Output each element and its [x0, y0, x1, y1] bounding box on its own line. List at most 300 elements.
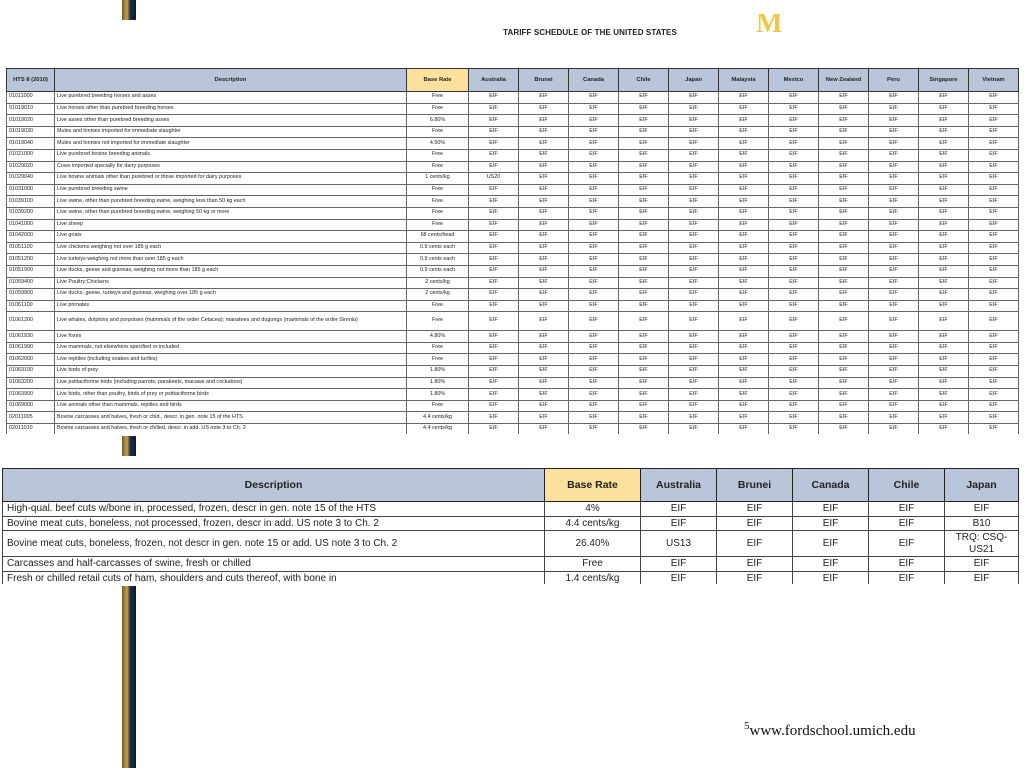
country-rate-cell: EIF [469, 138, 519, 150]
country-rate-cell: EIF [819, 242, 869, 254]
country-rate-cell: EIF [519, 412, 569, 424]
country-rate-cell: EIF [869, 354, 919, 366]
table-row [7, 300, 1019, 312]
country-rate-cell: EIF [869, 219, 919, 231]
country-rate-cell: EIF [469, 400, 519, 412]
country-rate-cell: EIF [569, 242, 619, 254]
country-rate-cell: EIF [969, 149, 1019, 161]
country-rate-cell: EIF [669, 312, 719, 331]
country-rate-cell: EIF [969, 377, 1019, 389]
country-rate-cell: EIF [519, 126, 569, 138]
country-rate-cell: EIF [619, 184, 669, 196]
country-rate-cell: EIF [869, 516, 945, 531]
country-rate-cell: EIF [719, 92, 769, 104]
country-rate-cell: EIF [793, 531, 869, 557]
country-rate-cell: EIF [519, 300, 569, 312]
country-rate-cell: EIF [769, 265, 819, 277]
country-rate-cell: EIF [569, 103, 619, 115]
description-cell: Mules and hinnies not imported for immediate slaughter [55, 138, 407, 150]
base-rate-cell: 6.80% [407, 115, 469, 127]
country-rate-cell: EIF [469, 149, 519, 161]
country-rate-cell: EIF [919, 277, 969, 289]
country-rate-cell: EIF [669, 289, 719, 301]
country-rate-cell: EIF [469, 389, 519, 401]
country-rate-cell: EIF [619, 92, 669, 104]
country-rate-cell: EIF [719, 126, 769, 138]
country-rate-cell: EIF [519, 231, 569, 243]
country-rate-cell: EIF [619, 312, 669, 331]
zoomed-table-excerpt [0, 464, 1024, 584]
country-rate-cell: EIF [619, 424, 669, 434]
country-rate-cell: EIF [819, 342, 869, 354]
column-header: Malaysia [719, 69, 769, 92]
country-rate-cell: EIF [519, 254, 569, 266]
country-rate-cell: EIF [769, 254, 819, 266]
country-rate-cell: EIF [469, 366, 519, 378]
table-row [7, 126, 1019, 138]
footer-url[interactable]: www.fordschool.umich.edu [749, 723, 916, 739]
country-rate-cell: EIF [769, 149, 819, 161]
country-rate-cell: EIF [869, 312, 919, 331]
description-cell: Live birds, other than poultry, birds of prey or psittaciforme birds [55, 389, 407, 401]
country-rate-cell: EIF [619, 289, 669, 301]
country-rate-cell: EIF [969, 196, 1019, 208]
description-cell: Live chickens weighing not over 185 g each [55, 242, 407, 254]
country-rate-cell: EIF [869, 196, 919, 208]
description-cell: Live swine, other than purebred breeding swine, weighing less than 50 kg each [55, 196, 407, 208]
country-rate-cell: EIF [819, 400, 869, 412]
country-rate-cell: EIF [569, 207, 619, 219]
country-rate-cell: EIF [969, 115, 1019, 127]
base-rate-cell: 2 cents/kg [407, 289, 469, 301]
country-rate-cell: EIF [769, 207, 819, 219]
country-rate-cell: EIF [819, 173, 869, 185]
country-rate-cell: EIF [919, 161, 969, 173]
base-rate-cell: Free [407, 126, 469, 138]
country-rate-cell: EIF [819, 277, 869, 289]
country-rate-cell: EIF [793, 557, 869, 572]
column-header: Mexico [769, 69, 819, 92]
country-rate-cell: EIF [869, 502, 945, 517]
country-rate-cell: EIF [669, 103, 719, 115]
country-rate-cell: EIF [641, 516, 717, 531]
country-rate-cell: EIF [769, 424, 819, 434]
base-rate-cell: 4.4 cents/kg [545, 516, 641, 531]
country-rate-cell: EIF [919, 103, 969, 115]
base-rate-cell: Free [407, 219, 469, 231]
country-rate-cell: EIF [919, 126, 969, 138]
base-rate-cell: 1 cents/kg [407, 173, 469, 185]
country-rate-cell: EIF [569, 265, 619, 277]
country-rate-cell: EIF [769, 231, 819, 243]
country-rate-cell: EIF [919, 377, 969, 389]
country-rate-cell: EIF [569, 254, 619, 266]
table-row [7, 342, 1019, 354]
country-rate-cell: EIF [669, 331, 719, 343]
table-row [7, 207, 1019, 219]
country-rate-cell: EIF [869, 173, 919, 185]
country-rate-cell: EIF [469, 254, 519, 266]
country-rate-cell: EIF [719, 389, 769, 401]
country-rate-cell: EIF [819, 312, 869, 331]
table-row [7, 366, 1019, 378]
description-cell: Bovine carcasses and halves, fresh or chld., descr. in gen. note 15 of the HTS [55, 412, 407, 424]
country-rate-cell: EIF [769, 103, 819, 115]
country-rate-cell: EIF [619, 354, 669, 366]
country-rate-cell: EIF [669, 219, 719, 231]
country-rate-cell: EIF [619, 242, 669, 254]
country-rate-cell: EIF [569, 173, 619, 185]
country-rate-cell: EIF [769, 312, 819, 331]
country-rate-cell: EIF [769, 412, 819, 424]
country-rate-cell: EIF [469, 412, 519, 424]
column-header: Base Rate [407, 69, 469, 92]
hts-code-cell: 01039200 [7, 207, 55, 219]
page-title: TARIFF SCHEDULE OF THE UNITED STATES [503, 28, 677, 37]
country-rate-cell: EIF [919, 242, 969, 254]
table-row [7, 254, 1019, 266]
country-rate-cell: EIF [719, 331, 769, 343]
country-rate-cell: EIF [819, 377, 869, 389]
country-rate-cell: EIF [819, 331, 869, 343]
country-rate-cell: EIF [519, 149, 569, 161]
table-row [7, 161, 1019, 173]
country-rate-cell: EIF [793, 571, 869, 584]
country-rate-cell: TRQ: CSQ-US21 [945, 531, 1019, 557]
country-rate-cell: EIF [869, 412, 919, 424]
country-rate-cell: EIF [719, 312, 769, 331]
country-rate-cell: EIF [619, 138, 669, 150]
country-rate-cell: EIF [669, 173, 719, 185]
column-header: Description [55, 69, 407, 92]
country-rate-cell: EIF [719, 115, 769, 127]
base-rate-cell: 0.9 cents each [407, 254, 469, 266]
table-row [7, 138, 1019, 150]
country-rate-cell: EIF [519, 219, 569, 231]
country-rate-cell: EIF [569, 289, 619, 301]
country-rate-cell: EIF [619, 149, 669, 161]
base-rate-cell: Free [407, 342, 469, 354]
country-rate-cell: EIF [719, 254, 769, 266]
university-logo: M [756, 14, 783, 34]
country-rate-cell: EIF [669, 92, 719, 104]
country-rate-cell: EIF [519, 366, 569, 378]
country-rate-cell: EIF [669, 242, 719, 254]
country-rate-cell: EIF [469, 265, 519, 277]
country-rate-cell: EIF [769, 277, 819, 289]
table-row [7, 265, 1019, 277]
description-cell: Live bovine animals other than purebred or those imported for dairy purposes [55, 173, 407, 185]
country-rate-cell: EIF [519, 103, 569, 115]
country-rate-cell: EIF [819, 219, 869, 231]
hts-code-cell: 01041000 [7, 219, 55, 231]
base-rate-cell: 4.4 cents/kg [407, 424, 469, 434]
country-rate-cell: EIF [719, 242, 769, 254]
country-rate-cell: EIF [769, 173, 819, 185]
country-rate-cell: EIF [519, 161, 569, 173]
country-rate-cell: EIF [869, 115, 919, 127]
country-rate-cell: EIF [769, 138, 819, 150]
country-rate-cell: EIF [919, 424, 969, 434]
country-rate-cell: EIF [719, 300, 769, 312]
column-header: Brunei [519, 69, 569, 92]
description-cell: Live turkeys weighing not more than over 185 g each [55, 254, 407, 266]
table-row [3, 571, 1019, 584]
country-rate-cell: EIF [469, 207, 519, 219]
description-cell: Live foxes [55, 331, 407, 343]
country-rate-cell: EIF [519, 242, 569, 254]
table-row [7, 231, 1019, 243]
country-rate-cell: EIF [569, 149, 619, 161]
country-rate-cell: EIF [519, 312, 569, 331]
country-rate-cell: EIF [919, 354, 969, 366]
country-rate-cell: EIF [619, 161, 669, 173]
country-rate-cell: EIF [769, 196, 819, 208]
country-rate-cell: EIF [819, 126, 869, 138]
country-rate-cell: EIF [769, 300, 819, 312]
country-rate-cell: EIF [619, 377, 669, 389]
country-rate-cell: EIF [569, 161, 619, 173]
country-rate-cell: EIF [619, 126, 669, 138]
country-rate-cell: EIF [869, 231, 919, 243]
table-header-row [3, 469, 1019, 502]
country-rate-cell: EIF [669, 184, 719, 196]
country-rate-cell: EIF [945, 571, 1019, 584]
country-rate-cell: EIF [819, 354, 869, 366]
country-rate-cell: EIF [469, 219, 519, 231]
table-row [7, 389, 1019, 401]
hts-code-cell: 01063200 [7, 377, 55, 389]
country-rate-cell: EIF [519, 184, 569, 196]
country-rate-cell: EIF [569, 196, 619, 208]
country-rate-cell: EIF [719, 354, 769, 366]
country-rate-cell: EIF [569, 92, 619, 104]
country-rate-cell: EIF [519, 342, 569, 354]
column-header: Chile [619, 69, 669, 92]
country-rate-cell: EIF [769, 242, 819, 254]
description-cell: Live psittaciforme birds (including parrots, parakeets, macaws and cockatoos) [55, 377, 407, 389]
country-rate-cell: EIF [519, 424, 569, 434]
country-rate-cell: EIF [969, 92, 1019, 104]
country-rate-cell: EIF [869, 138, 919, 150]
column-header: Base Rate [545, 469, 641, 502]
table-row [7, 377, 1019, 389]
country-rate-cell: EIF [819, 424, 869, 434]
hts-code-cell: 01069000 [7, 400, 55, 412]
country-rate-cell: EIF [569, 342, 619, 354]
hts-code-cell: 01063100 [7, 366, 55, 378]
country-rate-cell: EIF [669, 354, 719, 366]
country-rate-cell: EIF [719, 103, 769, 115]
country-rate-cell: EIF [641, 502, 717, 517]
column-header: Peru [869, 69, 919, 92]
country-rate-cell: EIF [819, 92, 869, 104]
country-rate-cell: EIF [819, 366, 869, 378]
country-rate-cell: EIF [769, 354, 819, 366]
table-row [7, 103, 1019, 115]
country-rate-cell: EIF [969, 138, 1019, 150]
base-rate-cell: 26.40% [545, 531, 641, 557]
country-rate-cell: EIF [869, 571, 945, 584]
country-rate-cell: EIF [769, 366, 819, 378]
column-header: Brunei [717, 469, 793, 502]
country-rate-cell: EIF [969, 424, 1019, 434]
table-row [7, 196, 1019, 208]
table-row [3, 531, 1019, 557]
country-rate-cell: EIF [619, 103, 669, 115]
table-row [7, 289, 1019, 301]
description-cell: Cows imported specially for dairy purposes [55, 161, 407, 173]
country-rate-cell: EIF [669, 366, 719, 378]
hts-code-cell: 01021000 [7, 149, 55, 161]
description-cell: Live animals other than mammals, reptiles and birds [55, 400, 407, 412]
country-rate-cell: EIF [469, 377, 519, 389]
base-rate-cell: Free [407, 354, 469, 366]
decorative-bar-bottom [122, 586, 136, 768]
country-rate-cell: EIF [519, 196, 569, 208]
country-rate-cell: EIF [719, 377, 769, 389]
country-rate-cell: EIF [717, 571, 793, 584]
country-rate-cell: EIF [919, 196, 969, 208]
country-rate-cell: EIF [619, 196, 669, 208]
country-rate-cell: EIF [869, 265, 919, 277]
table-row [7, 92, 1019, 104]
country-rate-cell: EIF [719, 231, 769, 243]
country-rate-cell: EIF [793, 502, 869, 517]
country-rate-cell: EIF [919, 412, 969, 424]
country-rate-cell: EIF [669, 115, 719, 127]
hts-code-cell: 01031000 [7, 184, 55, 196]
country-rate-cell: EIF [669, 138, 719, 150]
country-rate-cell: EIF [819, 412, 869, 424]
country-rate-cell: EIF [569, 231, 619, 243]
base-rate-cell: Free [407, 207, 469, 219]
country-rate-cell: EIF [819, 300, 869, 312]
country-rate-cell: EIF [919, 115, 969, 127]
country-rate-cell: EIF [869, 289, 919, 301]
column-header: Japan [945, 469, 1019, 502]
hts-code-cell: 01061100 [7, 300, 55, 312]
country-rate-cell: EIF [469, 161, 519, 173]
country-rate-cell: EIF [519, 92, 569, 104]
country-rate-cell: EIF [869, 277, 919, 289]
country-rate-cell: EIF [569, 377, 619, 389]
base-rate-cell: 68 cents/head [407, 231, 469, 243]
hts-code-cell: 01029040 [7, 173, 55, 185]
country-rate-cell: EIF [819, 254, 869, 266]
country-rate-cell: EIF [819, 161, 869, 173]
country-rate-cell: EIF [569, 366, 619, 378]
table-row [7, 184, 1019, 196]
country-rate-cell: EIF [919, 342, 969, 354]
country-rate-cell: EIF [819, 196, 869, 208]
country-rate-cell: EIF [469, 115, 519, 127]
column-header: Chile [869, 469, 945, 502]
country-rate-cell: EIF [669, 424, 719, 434]
country-rate-cell: EIF [619, 400, 669, 412]
country-rate-cell: EIF [619, 265, 669, 277]
country-rate-cell: EIF [919, 138, 969, 150]
country-rate-cell: EIF [669, 400, 719, 412]
hts-code-cell: 01019020 [7, 115, 55, 127]
country-rate-cell: EIF [719, 173, 769, 185]
country-rate-cell: EIF [869, 342, 919, 354]
base-rate-cell: Free [407, 184, 469, 196]
country-rate-cell: EIF [469, 126, 519, 138]
country-rate-cell: EIF [569, 312, 619, 331]
country-rate-cell: EIF [717, 516, 793, 531]
country-rate-cell: EIF [719, 138, 769, 150]
base-rate-cell: Free [407, 161, 469, 173]
country-rate-cell: EIF [769, 161, 819, 173]
country-rate-cell: EIF [569, 138, 619, 150]
description-cell: Live ducks, geese and guineas, weighing not more than 185 g each [55, 265, 407, 277]
country-rate-cell: EIF [919, 231, 969, 243]
column-header: Canada [569, 69, 619, 92]
description-cell: Live ducks, geese, turkeys and guineas, weighing over 185 g each [55, 289, 407, 301]
hts-code-cell: 02011010 [7, 424, 55, 434]
country-rate-cell: EIF [719, 277, 769, 289]
country-rate-cell: EIF [719, 161, 769, 173]
country-rate-cell: EIF [569, 354, 619, 366]
country-rate-cell: EIF [819, 149, 869, 161]
hts-code-cell: 01029020 [7, 161, 55, 173]
country-rate-cell: EIF [969, 254, 1019, 266]
description-cell: Fresh or chilled retail cuts of ham, shoulders and cuts thereof, with bone in [3, 571, 545, 584]
country-rate-cell: EIF [641, 557, 717, 572]
column-header: HTS 8 (2010) [7, 69, 55, 92]
table-header-row [7, 69, 1019, 92]
country-rate-cell: EIF [719, 149, 769, 161]
column-header: Japan [669, 69, 719, 92]
country-rate-cell: EIF [869, 184, 919, 196]
country-rate-cell: EIF [769, 126, 819, 138]
country-rate-cell: EIF [469, 354, 519, 366]
base-rate-cell: Free [407, 149, 469, 161]
country-rate-cell: EIF [719, 289, 769, 301]
table-row [7, 277, 1019, 289]
hts-code-cell: 01061200 [7, 312, 55, 331]
country-rate-cell: EIF [469, 331, 519, 343]
country-rate-cell: EIF [569, 277, 619, 289]
country-rate-cell: US20 [469, 173, 519, 185]
country-rate-cell: EIF [969, 184, 1019, 196]
hts-code-cell: 01059400 [7, 277, 55, 289]
country-rate-cell: EIF [719, 424, 769, 434]
country-rate-cell: EIF [919, 389, 969, 401]
page-number: 5 [744, 720, 750, 732]
country-rate-cell: EIF [569, 331, 619, 343]
country-rate-cell: EIF [969, 354, 1019, 366]
country-rate-cell: EIF [769, 331, 819, 343]
country-rate-cell: EIF [969, 207, 1019, 219]
country-rate-cell: EIF [569, 400, 619, 412]
base-rate-cell: Free [407, 92, 469, 104]
country-rate-cell: EIF [969, 173, 1019, 185]
base-rate-cell: 1.80% [407, 377, 469, 389]
country-rate-cell: EIF [619, 219, 669, 231]
country-rate-cell: EIF [769, 115, 819, 127]
country-rate-cell: EIF [569, 126, 619, 138]
country-rate-cell: EIF [519, 207, 569, 219]
country-rate-cell: EIF [469, 342, 519, 354]
country-rate-cell: EIF [719, 265, 769, 277]
base-rate-cell: 2 cents/kg [407, 277, 469, 289]
country-rate-cell: EIF [819, 389, 869, 401]
country-rate-cell: EIF [469, 277, 519, 289]
table-row [7, 412, 1019, 424]
country-rate-cell: EIF [469, 300, 519, 312]
